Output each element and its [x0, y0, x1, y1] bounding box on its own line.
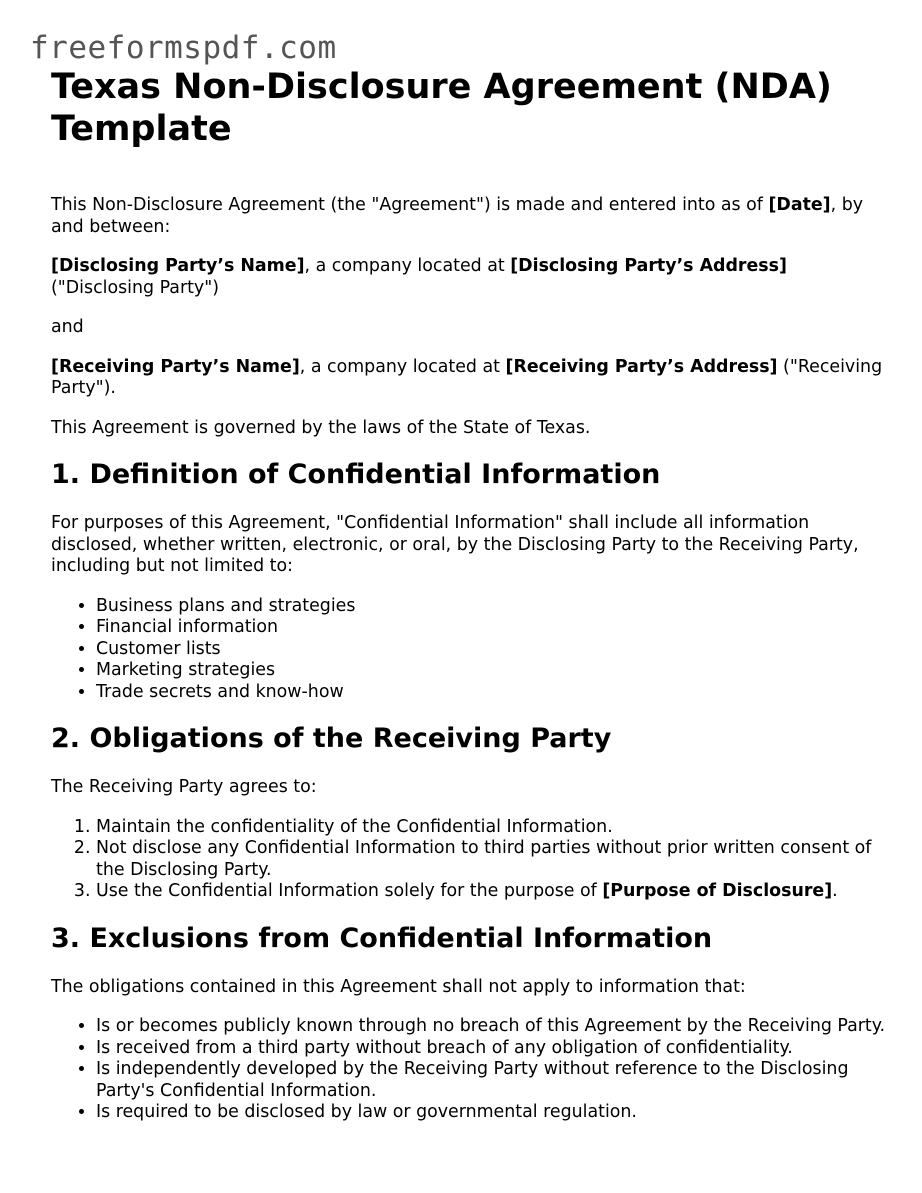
- list-item: • Is required to be disclosed by law or governmental regulation.: [96, 1102, 891, 1124]
- section-1-text: For purposes of this Agreement, "Confidential Information" shall include all information disclosed, whether written, electronic, or oral, by the Disclosing Party to the Receiving Party, including but not limited to:: [51, 513, 859, 576]
- confidential-info-list: [51, 596, 891, 704]
- list-item: • Is received from a third party without breach of any obligation of confidentiality.: [96, 1038, 891, 1060]
- list-item: 3. Use the Confidential Information solely for the purpose of [Purpose of Disclosure].: [96, 881, 891, 903]
- list-item: • Customer lists: [96, 639, 891, 661]
- watermark: freeformspdf.com: [30, 30, 337, 66]
- and-paragraph: and: [51, 317, 84, 337]
- section-1-heading: 1. Definition of Confidential Information: [51, 459, 661, 490]
- section-2-text: The Receiving Party agrees to:: [51, 777, 317, 797]
- list-item: 2. Not disclose any Confidential Information to third parties without prior written consent of the Disclosing Party.: [96, 838, 891, 881]
- list-item: • Is independently developed by the Receiving Party without reference to the Disclosing Party's Confidential Information.: [96, 1059, 891, 1102]
- intro-paragraph: This Non-Disclosure Agreement (the "Agreement") is made and entered into as of [Date], by and between:: [51, 195, 864, 237]
- receiving-party-paragraph: [Receiving Party’s Name], a company located at [Receiving Party’s Address] ("Receiving Party").: [51, 356, 883, 398]
- date-placeholder: [Date]: [768, 195, 831, 215]
- disclosing-name-placeholder: [Disclosing Party’s Name]: [51, 256, 305, 276]
- list-item: • Trade secrets and know-how: [96, 682, 891, 704]
- section-2-heading: 2. Obligations of the Receiving Party: [51, 723, 612, 754]
- list-item: • Is or becomes publicly known through no breach of this Agreement by the Receiving Party.: [96, 1016, 891, 1038]
- list-item: • Marketing strategies: [96, 660, 891, 682]
- obligations-list: [51, 817, 891, 903]
- document-body: [51, 66, 891, 1124]
- document-title: Texas Non-Disclosure Agreement (NDA) Template: [51, 67, 832, 149]
- exclusions-list: [51, 1016, 891, 1124]
- purpose-placeholder: [Purpose of Disclosure]: [602, 881, 833, 901]
- list-item: • Business plans and strategies: [96, 596, 891, 618]
- section-3-heading: 3. Exclusions from Confidential Information: [51, 922, 713, 954]
- disclosing-party-paragraph: [Disclosing Party’s Name], a company located at [Disclosing Party’s Address] ("Disclosing Party"): [51, 256, 787, 298]
- list-item: 1. Maintain the confidentiality of the Confidential Information.: [96, 817, 891, 839]
- section-3-text: The obligations contained in this Agreement shall not apply to information that:: [51, 976, 746, 997]
- governing-law-paragraph: This Agreement is governed by the laws of the State of Texas.: [51, 417, 591, 438]
- disclosing-address-placeholder: [Disclosing Party’s Address]: [510, 256, 787, 276]
- receiving-name-placeholder: [Receiving Party’s Name]: [51, 356, 300, 377]
- list-item: • Financial information: [96, 617, 891, 639]
- receiving-address-placeholder: [Receiving Party’s Address]: [505, 356, 778, 377]
